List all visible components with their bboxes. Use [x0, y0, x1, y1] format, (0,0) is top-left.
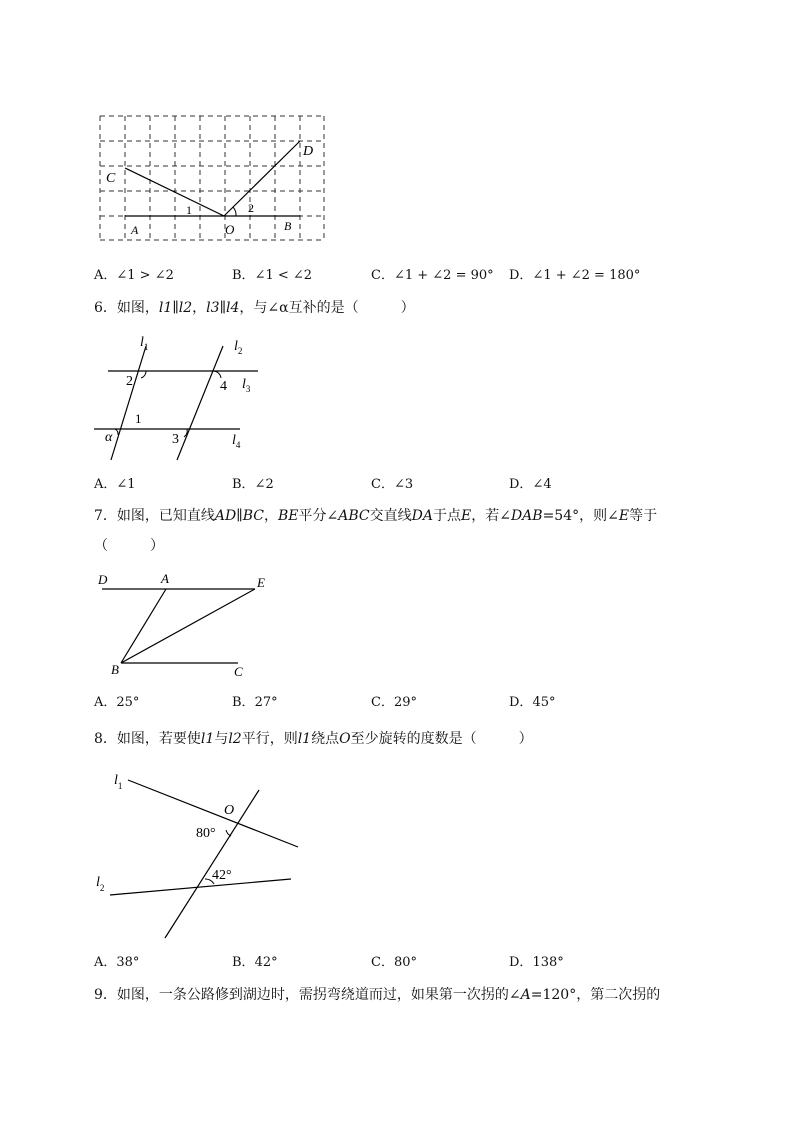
label-l3: l: [242, 377, 246, 392]
label-l1: l: [114, 773, 118, 788]
q7-blank: （ ）: [94, 538, 164, 554]
option-text: 80°: [393, 955, 417, 970]
label-d: D: [303, 144, 314, 159]
label-l2: l: [234, 339, 238, 354]
q5-option-c[interactable]: [371, 266, 494, 286]
svg-text:l2: [96, 875, 104, 893]
option-letter: A．: [94, 695, 117, 710]
option-text: 25°: [116, 695, 140, 710]
option-text: ∠1 > ∠2: [116, 268, 174, 283]
q6-option-b[interactable]: [232, 475, 274, 495]
option-letter: A．: [94, 955, 117, 970]
q8-stem: [94, 729, 533, 749]
svg-text:l4: [232, 433, 241, 450]
q8-text-2: 与: [214, 731, 229, 747]
q7-bc: BC: [242, 508, 264, 524]
q7-ad: AD: [214, 508, 237, 524]
option-letter: A．: [94, 268, 117, 283]
q7-text-2: ，: [264, 508, 278, 524]
svg-text:l2: [234, 339, 242, 356]
label-o: O: [224, 803, 235, 818]
label-b: B: [284, 219, 292, 233]
label-a: A: [131, 223, 139, 237]
option-letter: B．: [232, 268, 255, 283]
q8-o: O: [339, 731, 351, 747]
arc-2: [141, 371, 146, 378]
q6-l3: l3: [206, 300, 220, 316]
q8-option-c[interactable]: [371, 953, 417, 973]
label-l4: l: [232, 433, 236, 448]
q8-text-4: 绕点: [311, 731, 340, 747]
option-letter: D．: [509, 955, 533, 970]
q7-text-7: =54°，则∠: [542, 508, 619, 524]
svg-text:l1: [140, 335, 148, 352]
option-text: ∠1 + ∠2 = 180°: [532, 268, 641, 283]
q5-grid-figure: [96, 112, 332, 246]
label-o: O: [225, 222, 235, 237]
q6-l4: l4: [226, 300, 240, 316]
q8-text-3: 平行，则: [241, 731, 298, 747]
option-text: 27°: [254, 695, 278, 710]
label-l2: l: [96, 875, 100, 890]
q7-abc: ABC: [338, 508, 370, 524]
q7-dab: DAB: [510, 508, 543, 524]
q8-text-1: 8．如图，若要使: [94, 731, 201, 747]
q8-text-5: 至少旋转的度数是（ ）: [350, 731, 533, 747]
q6-option-c[interactable]: [371, 475, 413, 495]
option-letter: B．: [232, 955, 255, 970]
option-letter: C．: [371, 268, 394, 283]
label-80: 80°: [196, 826, 216, 841]
segment-ab: [121, 589, 166, 663]
arc-80: [226, 830, 231, 836]
q9-stem: [94, 985, 660, 1005]
label-l1-sub: 1: [143, 342, 149, 352]
segment-be: [121, 589, 255, 663]
q7-parallel: ∥: [236, 508, 243, 524]
q7-e: E: [460, 508, 472, 524]
svg-text:l1: [114, 773, 122, 791]
q7-option-b[interactable]: [232, 693, 278, 713]
q8-l1: l1: [200, 731, 215, 747]
q6-l1: l1: [158, 300, 173, 316]
option-text: 42°: [254, 955, 278, 970]
option-text: 29°: [393, 695, 417, 710]
label-angle-1: 1: [186, 203, 192, 217]
option-letter: B．: [232, 695, 255, 710]
option-text: 45°: [532, 695, 556, 710]
arc-alpha: [115, 429, 118, 435]
q7-text-8: 等于: [629, 508, 658, 524]
svg-text:l3: [242, 377, 251, 394]
q6-l2: l2: [178, 300, 193, 316]
label-angle-2: 2: [126, 374, 133, 389]
label-d: D: [98, 572, 108, 587]
option-text: ∠2: [254, 477, 274, 492]
q7-text-1: 7．如图，已知直线: [94, 508, 215, 524]
label-l3-sub: 3: [245, 384, 251, 394]
q9-text-2: =120°，第二次拐的: [530, 987, 661, 1003]
option-text: ∠1 < ∠2: [254, 268, 313, 283]
transversal: [165, 790, 259, 938]
option-letter: D．: [509, 477, 533, 492]
q5-option-d[interactable]: [509, 266, 640, 286]
option-letter: B．: [232, 477, 255, 492]
line-l2: [177, 346, 223, 460]
option-letter: D．: [509, 268, 533, 283]
label-angle-1: 1: [135, 411, 142, 426]
q6-figure: [90, 330, 270, 462]
q5-option-a[interactable]: [94, 266, 174, 286]
label-l4-sub: 4: [235, 440, 241, 450]
label-alpha: α: [105, 430, 113, 445]
q8-option-b[interactable]: [232, 953, 278, 973]
option-text: ∠4: [532, 477, 552, 492]
ray-od: [224, 141, 300, 216]
option-text: 138°: [532, 955, 564, 970]
option-text: ∠3: [393, 477, 414, 492]
arc-4: [213, 371, 221, 378]
q8-option-a[interactable]: [94, 953, 139, 973]
q9-a: A: [520, 987, 531, 1003]
q7-option-a[interactable]: [94, 693, 139, 713]
label-l2-sub: 2: [237, 346, 243, 356]
angle-arc-2: [233, 207, 236, 216]
label-angle-2: 2: [248, 201, 254, 215]
q7-text-3: 平分∠: [298, 508, 339, 524]
q9-text-1: 9．如图，一条公路修到湖边时，需拐弯绕道而过，如果第一次拐的∠: [94, 987, 521, 1003]
q7-option-d[interactable]: [509, 693, 555, 713]
q6-stem: [94, 298, 415, 318]
q6-option-d[interactable]: [509, 475, 552, 495]
q6-suffix: ，与∠α互补的是（ ）: [239, 300, 415, 316]
q6-comma: ，: [192, 300, 207, 316]
option-text: ∠1: [116, 477, 136, 492]
label-42: 42°: [212, 868, 232, 883]
q8-l2: l2: [228, 731, 242, 747]
label-b: B: [111, 662, 119, 677]
q7-be: BE: [278, 508, 299, 524]
q7-e-2: E: [618, 508, 630, 524]
q7-option-c[interactable]: [371, 693, 417, 713]
q8-l1-b: l1: [297, 731, 312, 747]
label-c: C: [234, 664, 243, 679]
option-text: 38°: [116, 955, 140, 970]
q8-figure: [90, 764, 310, 944]
label-l2-sub: 2: [99, 883, 105, 893]
label-a: A: [161, 571, 169, 586]
q7-text-4: 交直线: [369, 508, 412, 524]
q7-text-5: 于点: [432, 508, 461, 524]
option-letter: D．: [509, 695, 533, 710]
option-letter: C．: [371, 477, 394, 492]
q7-da: DA: [411, 508, 433, 524]
label-c: C: [106, 171, 116, 186]
q6-parallel-1: ∥: [172, 300, 179, 316]
label-e: E: [257, 575, 265, 590]
option-letter: C．: [371, 955, 394, 970]
q6-option-a[interactable]: [94, 475, 136, 495]
label-angle-3: 3: [172, 432, 179, 447]
line-l1: [111, 346, 146, 460]
q7-stem: [94, 506, 657, 526]
q7-text-6: ，若∠: [471, 508, 511, 524]
option-text: ∠1 + ∠2 = 90°: [393, 268, 494, 283]
label-l1-sub: 1: [117, 781, 123, 791]
q5-option-b[interactable]: [232, 266, 312, 286]
q7-figure: [92, 568, 282, 684]
q8-option-d[interactable]: [509, 953, 564, 973]
q6-parallel-2: ∥: [219, 300, 227, 316]
q6-prefix: 6．如图，: [94, 300, 159, 316]
label-angle-4: 4: [220, 379, 227, 394]
option-letter: C．: [371, 695, 394, 710]
option-letter: A．: [94, 477, 117, 492]
label-l1: l: [140, 335, 144, 350]
